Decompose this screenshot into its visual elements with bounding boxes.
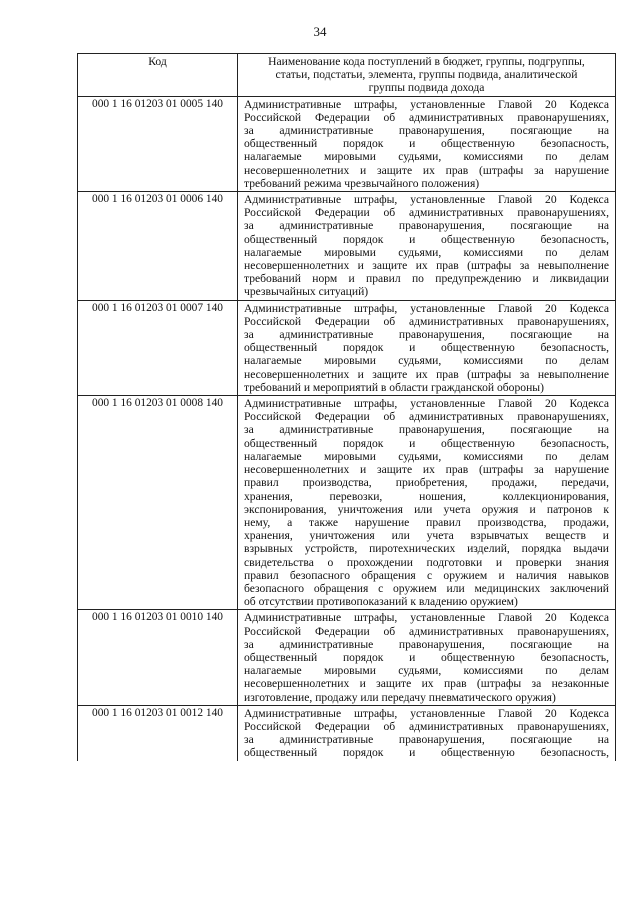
description-line: взрывных устройств, пиротехнических изделий, порядка выдачи	[244, 542, 609, 556]
description-line: безопасного обращения с оружием или медицинских заключений	[244, 581, 609, 595]
page-number: 34	[313, 24, 327, 39]
description-line: Административные штрафы, установленные Главой 20 Кодекса	[244, 611, 609, 625]
revenue-description-cell	[238, 396, 616, 610]
description-line: Российской Федерации об административных правонарушениях,	[244, 206, 609, 220]
description-line: общественный порядок и общественную безопасность,	[244, 341, 609, 355]
description-line: свидетельства о прохождении подготовки и проверки знания	[244, 555, 609, 569]
header-name-line: группы подвида дохода	[368, 81, 485, 95]
revenue-code-cell: 000 1 16 01203 01 0006 140	[78, 192, 238, 301]
revenue-description-cell	[238, 300, 616, 395]
revenue-description-cell	[238, 192, 616, 301]
table-row	[78, 192, 616, 301]
revenue-description-cell	[238, 96, 616, 191]
description-line: несовершеннолетних и защите их прав (штрафы за незаконные	[244, 677, 609, 691]
description-line: требований и мероприятий в области гражданской обороны)	[244, 380, 544, 394]
description-line: правил безопасного обращения с оружием и наличия навыков	[244, 568, 609, 582]
revenue-code-cell: 000 1 16 01203 01 0012 140	[78, 705, 238, 760]
revenue-code-cell: 000 1 16 01203 01 0007 140	[78, 300, 238, 395]
column-header-code: Код	[78, 54, 238, 97]
table-body	[78, 96, 616, 760]
description-line: за административные правонарушения, посягающие на	[244, 124, 609, 138]
description-line: налагаемые мировыми судьями, комиссиями по делам	[244, 245, 609, 259]
description-line: изготовление, продажу или передачу пневматического оружия)	[244, 690, 556, 704]
revenue-codes-table	[77, 53, 616, 761]
table-header-row	[78, 54, 616, 97]
description-line: общественный порядок и общественную безопасность,	[244, 137, 609, 151]
description-line: налагаемые мировыми судьями, комиссиями по делам	[244, 449, 609, 463]
table-row	[78, 396, 616, 610]
description-line: общественный порядок и общественную безопасность,	[244, 746, 609, 760]
description-line: Российской Федерации об административных правонарушениях,	[244, 624, 609, 638]
column-header-name	[238, 54, 616, 97]
description-line: за административные правонарушения, посягающие на	[244, 733, 609, 747]
revenue-code-cell: 000 1 16 01203 01 0010 140	[78, 610, 238, 705]
description-line: общественный порядок и общественную безопасность,	[244, 650, 609, 664]
description-line: Административные штрафы, установленные Главой 20 Кодекса	[244, 301, 609, 315]
description-line: Административные штрафы, установленные Главой 20 Кодекса	[244, 193, 609, 207]
description-line: Административные штрафы, установленные Главой 20 Кодекса	[244, 97, 609, 111]
description-line: общественный порядок и общественную безопасность,	[244, 436, 609, 450]
table-row	[78, 300, 616, 395]
description-line: Административные штрафы, установленные Главой 20 Кодекса	[244, 397, 609, 411]
description-line: за административные правонарушения, посягающие на	[244, 637, 609, 651]
description-line: несовершеннолетних и защите их прав (штрафы за нарушение	[244, 163, 609, 177]
revenue-code-cell: 000 1 16 01203 01 0008 140	[78, 396, 238, 610]
description-line: налагаемые мировыми судьями, комиссиями по делам	[244, 664, 609, 678]
description-line: за административные правонарушения, посягающие на	[244, 219, 609, 233]
description-line: Российской Федерации об административных правонарушениях,	[244, 719, 609, 733]
description-line: Российской Федерации об административных правонарушениях,	[244, 314, 609, 328]
description-line: несовершеннолетних и защите их прав (штрафы за невыполнение	[244, 259, 609, 273]
revenue-code-cell: 000 1 16 01203 01 0005 140	[78, 96, 238, 191]
description-line: Российской Федерации об административных правонарушениях,	[244, 410, 609, 424]
description-line: Российской Федерации об административных правонарушениях,	[244, 110, 609, 124]
table-row	[78, 96, 616, 191]
table-row	[78, 705, 616, 760]
description-line: правил производства, приобретения, продажи, передачи,	[244, 476, 609, 490]
revenue-description-cell	[238, 705, 616, 760]
description-line: несовершеннолетних и защите их прав (штрафы за нарушение	[244, 463, 609, 477]
description-line: чрезвычайных ситуаций)	[244, 285, 369, 299]
revenue-description-cell	[238, 610, 616, 705]
description-line: налагаемые мировыми судьями, комиссиями по делам	[244, 354, 609, 368]
description-line: несовершеннолетних и защите их прав (штрафы за невыполнение	[244, 367, 609, 381]
description-line: за административные правонарушения, посягающие на	[244, 328, 609, 342]
description-line: требований норм и правил по предупреждению и ликвидации	[244, 272, 609, 286]
description-line: общественный порядок и общественную безопасность,	[244, 232, 609, 246]
table-row	[78, 610, 616, 705]
header-name-line: Наименование кода поступлений в бюджет, группы, подгруппы,	[268, 55, 585, 68]
description-line: требований режима чрезвычайного положения)	[244, 176, 480, 190]
description-line: хранения, перевозки, ношения, коллекционирования,	[244, 489, 609, 503]
description-line: налагаемые мировыми судьями, комиссиями по делам	[244, 150, 609, 164]
description-line: экспонирования, уничтожения или учета оружия и патронов к	[244, 502, 609, 516]
description-line: Административные штрафы, установленные Главой 20 Кодекса	[244, 706, 609, 720]
description-line: за административные правонарушения, посягающие на	[244, 423, 609, 437]
header-name-line: статьи, подстатьи, элемента, группы подвида, аналитической	[275, 68, 578, 82]
description-line: об отсутствии противопоказаний к владению оружием)	[244, 595, 518, 609]
description-line: нему, а также нарушение правил производства, продажи,	[244, 515, 609, 529]
description-line: хранения, уничтожения или учета взрывчатых веществ и	[244, 529, 609, 543]
